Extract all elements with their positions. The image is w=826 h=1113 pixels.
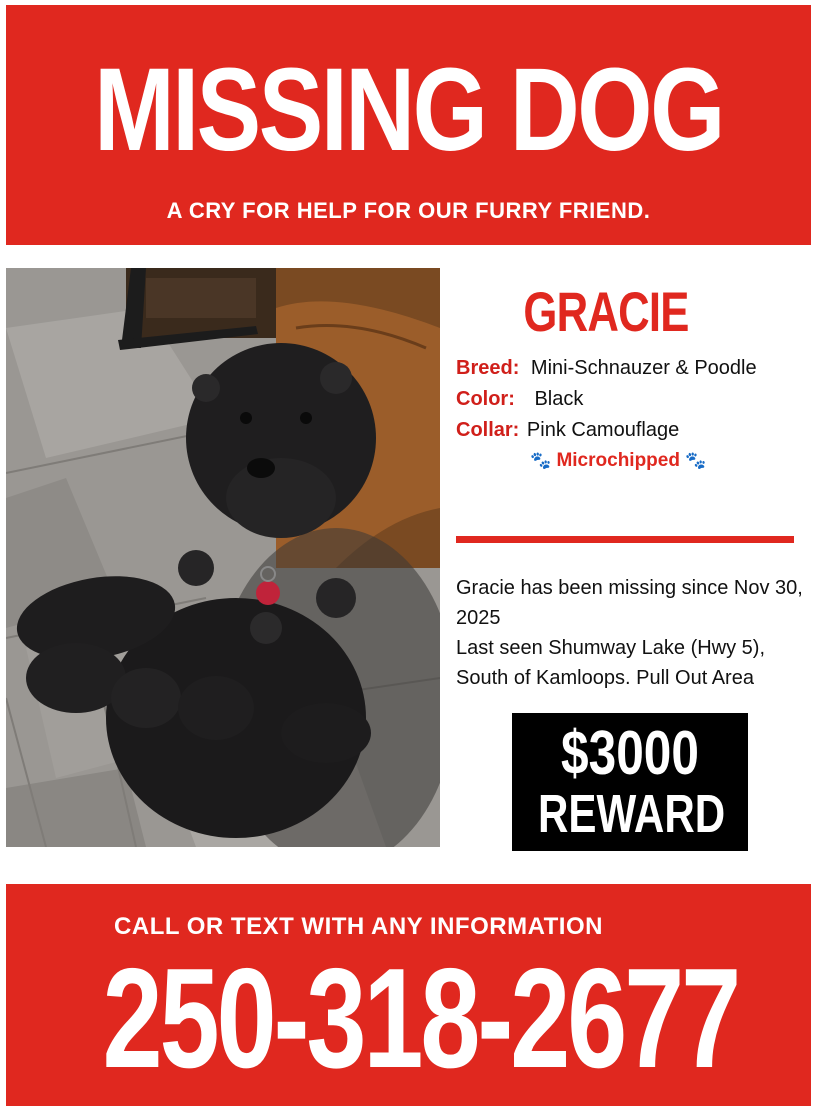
color-label: Color: [456, 388, 515, 410]
dog-name: GRACIE [523, 280, 689, 343]
reward-amount: $3000 [561, 719, 699, 788]
microchip-text: Microchipped [556, 450, 680, 471]
breed-value: Mini-Schnauzer & Poodle [530, 357, 757, 379]
header-banner [6, 5, 811, 245]
phone-number: 250-318-2677 [102, 939, 739, 1098]
color-row [456, 388, 583, 411]
collar-row [456, 419, 679, 442]
paw-print-icon: 🐾 [685, 451, 707, 470]
flyer-title: MISSING DOG [94, 44, 723, 176]
breed-label: Breed: [456, 357, 520, 379]
dog-photo-illustration [6, 268, 440, 847]
section-divider [456, 536, 794, 543]
call-instruction: CALL OR TEXT WITH ANY INFORMATION [114, 913, 603, 940]
microchip-line [530, 450, 706, 472]
dog-photo [6, 268, 440, 847]
breed-row [456, 357, 757, 380]
collar-value: Pink Camouflage [526, 419, 680, 441]
last-seen-text: Last seen Shumway Lake (Hwy 5), South of Kamloops. Pull Out Area [456, 637, 766, 689]
reward-label: REWARD [537, 784, 726, 844]
reward-box [512, 713, 748, 851]
paw-print-icon: 🐾 [530, 451, 552, 470]
flyer-subtitle: A CRY FOR HELP FOR OUR FURRY FRIEND. [166, 198, 651, 223]
footer-banner [6, 884, 811, 1106]
color-value: Black [534, 388, 584, 410]
missing-description [456, 573, 808, 693]
collar-label: Collar: [456, 419, 520, 441]
missing-since-text: Gracie has been missing since Nov 30, 2025 [456, 577, 803, 629]
